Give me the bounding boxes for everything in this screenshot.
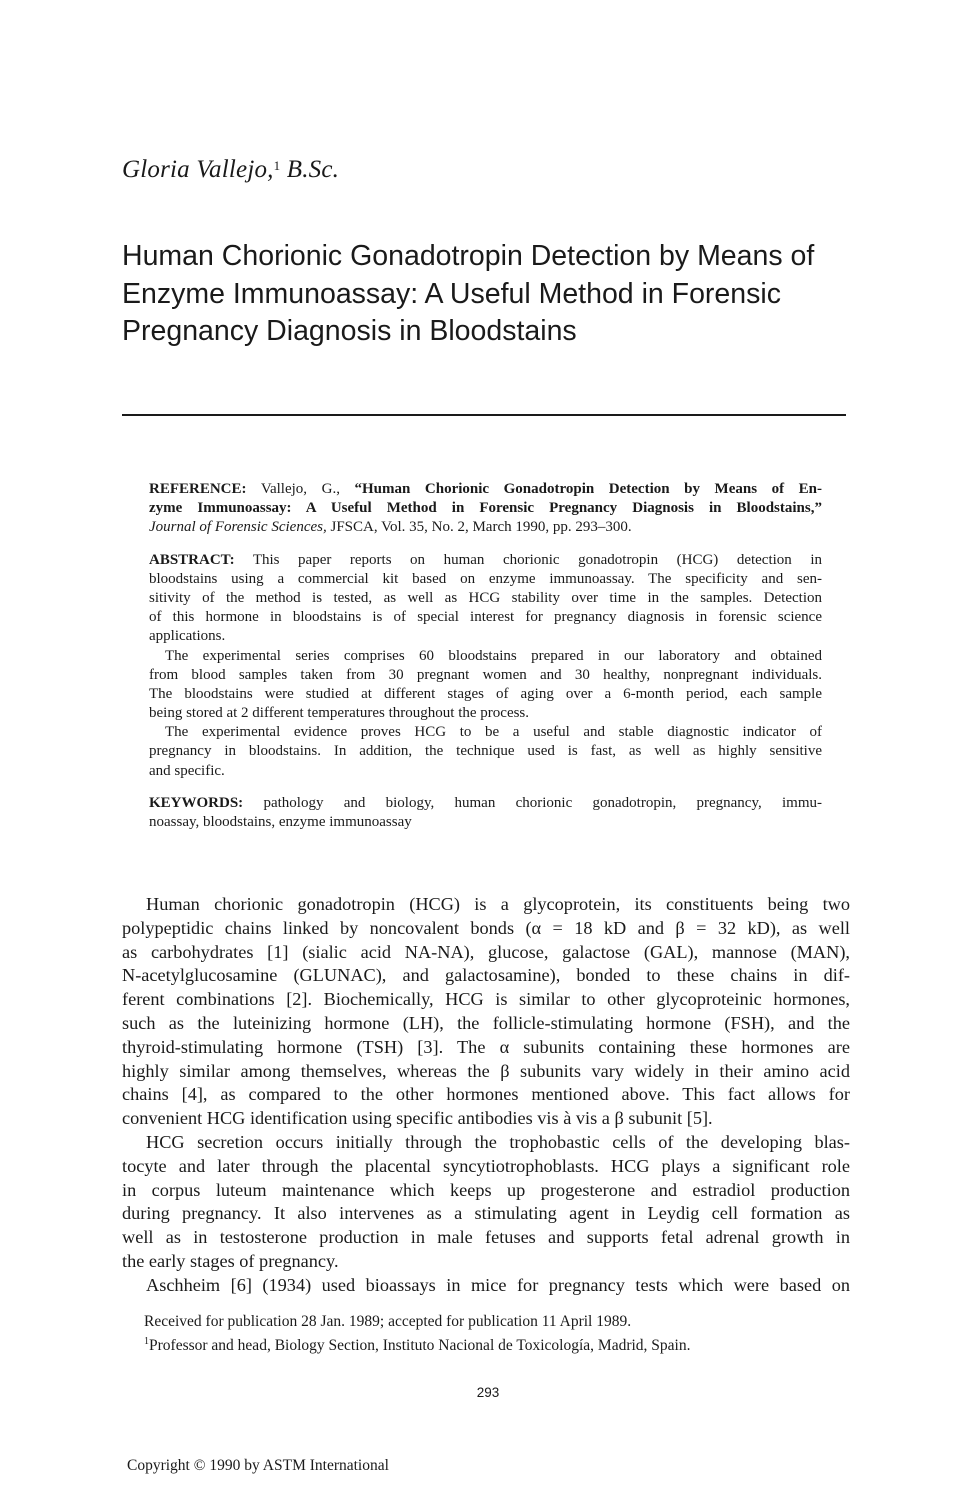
body-line: as carbohydrates [1] (sialic acid NA-NA), glucose, galactose (GAL), mannose (MAN), <box>122 941 850 962</box>
abstract-line: The experimental evidence proves HCG to be a useful and stable diagnostic indicator of <box>165 724 822 741</box>
author-name: Gloria Vallejo, <box>122 156 274 183</box>
paragraph <box>122 1131 850 1274</box>
footnotes <box>144 1312 844 1356</box>
body-line: in corpus luteum maintenance which keeps up progesterone and estradiol production <box>122 1179 850 1200</box>
body-line: tocyte and later through the placental syncytiotrophoblasts. HCG plays a significant role <box>122 1155 850 1176</box>
paper-title <box>122 238 882 351</box>
reference-line <box>149 518 822 537</box>
abstract-line: bloodstains using a commercial kit based on enzyme immunoassay. The specificity and sen- <box>149 570 822 587</box>
body-line: well as in testosterone production in male fetuses and supports fetal adrenal growth in <box>122 1227 850 1248</box>
title-line: Enzyme Immunoassay: A Useful Method in Forensic <box>122 277 781 310</box>
abstract-label: ABSTRACT: <box>149 551 235 568</box>
reference-label: REFERENCE: <box>149 481 247 497</box>
body-text <box>122 893 850 1298</box>
body-line: ferent combinations [2]. Biochemically, HCG is similar to other glycoproteinic hormones, <box>122 989 850 1010</box>
footnote-affiliation-text: Professor and head, Biology Section, Instituto Nacional de Toxicología, Madrid, Spain. <box>149 1337 691 1355</box>
reference-title-part: “Human Chorionic Gonadotropin Detection by Means of En- <box>354 481 822 497</box>
body-line: such as the luteinizing hormone (LH), the follicle-stimulating hormone (FSH), and the <box>122 1012 850 1033</box>
author-degree: B.Sc. <box>286 156 340 183</box>
body-line: Aschheim [6] (1934) used bioassays in mice for pregnancy tests which were based on <box>146 1274 850 1295</box>
body-line: during pregnancy. It also intervenes as a stimulating agent in Leydig cell formation as <box>122 1203 850 1224</box>
paragraph <box>122 1274 850 1298</box>
body-line: polypeptidic chains linked by noncovalent bonds (α = 18 kD and β = 32 kD), as well <box>122 917 850 938</box>
author-footnote-mark: 1 <box>273 158 281 173</box>
title-divider <box>122 414 846 416</box>
body-line: the early stages of pregnancy. <box>122 1250 339 1271</box>
keywords-line <box>149 794 822 813</box>
abstract-line <box>149 551 822 570</box>
page-number: 293 <box>476 1385 500 1400</box>
footnote-received: Received for publication 28 Jan. 1989; accepted for publication 11 April 1989. <box>144 1313 632 1330</box>
abstract-block <box>149 551 822 781</box>
paragraph <box>122 893 850 1131</box>
reference-citation: JFSCA, Vol. 35, No. 2, March 1990, pp. 293–300. <box>326 519 632 536</box>
reference-title-part: zyme Immunoassay: A Useful Method in Forensic Pregnancy Diagnosis in Bloodstains,” <box>149 500 822 517</box>
copyright-notice: Copyright © 1990 by ASTM International <box>127 1457 389 1474</box>
abstract-line: The experimental series comprises 60 bloodstains prepared in our laboratory and obtained <box>165 647 822 664</box>
reference-author: Vallejo, G., <box>260 481 355 497</box>
reference-line <box>149 499 822 518</box>
keywords-label: KEYWORDS: <box>149 794 244 811</box>
body-line: thyroid-stimulating hormone (TSH) [3]. The α subunits containing these hormones are <box>122 1036 850 1057</box>
abstract-line: applications. <box>149 628 226 645</box>
keywords-block <box>149 794 822 832</box>
abstract-line: being stored at 2 different temperatures throughout the process. <box>149 705 530 722</box>
title-line: Pregnancy Diagnosis in Bloodstains <box>122 315 577 347</box>
body-line: convenient HCG identification using specific antibodies vis à vis a β subunit [5]. <box>122 1108 713 1129</box>
body-line: N-acetylglucosamine (GLUNAC), and galactosamine), bonded to these chains in dif- <box>122 965 850 986</box>
keywords-line: noassay, bloodstains, enzyme immunoassay <box>149 814 412 830</box>
body-line: highly similar among themselves, whereas the β subunits vary widely in their amino acid <box>122 1060 850 1081</box>
footnote-mark: 1 <box>144 1336 149 1347</box>
body-line: Human chorionic gonadotropin (HCG) is a glycoprotein, its constituents being two <box>146 894 850 914</box>
abstract-line: The bloodstains were studied at different stages of aging over a 6-month period, each sample <box>149 685 822 702</box>
abstract-line: of this hormone in bloodstains is of special interest for pregnancy diagnosis in forensic science <box>149 609 822 626</box>
abstract-line: from blood samples taken from 30 pregnant women and 30 healthy, nonpregnant individuals. <box>149 666 822 683</box>
abstract-text: This paper reports on human chorionic gonadotropin (HCG) detection in <box>252 551 822 568</box>
body-line: HCG secretion occurs initially through the trophobastic cells of the developing blas- <box>146 1131 850 1152</box>
abstract-line: and specific. <box>149 762 225 779</box>
reference-block <box>149 480 822 538</box>
front-matter <box>149 480 822 832</box>
reference-line <box>149 480 822 499</box>
abstract-line: sitivity of the method is tested, as well as HCG stability over time in the samples. Detection <box>149 589 822 606</box>
keywords-text: pathology and biology, human chorionic gonadotropin, pregnancy, immu- <box>263 794 822 811</box>
body-line: chains [4], as compared to the other hormones mentioned above. This fact allows for <box>122 1084 850 1105</box>
author-line <box>122 156 339 184</box>
abstract-line: pregnancy in bloodstains. In addition, the technique used is fast, as well as highly sensitive <box>149 743 822 760</box>
title-line: Human Chorionic Gonadotropin Detection by Means of <box>122 240 815 272</box>
footnote-affiliation <box>144 1332 844 1356</box>
reference-journal: Journal of Forensic Sciences, <box>149 519 327 536</box>
